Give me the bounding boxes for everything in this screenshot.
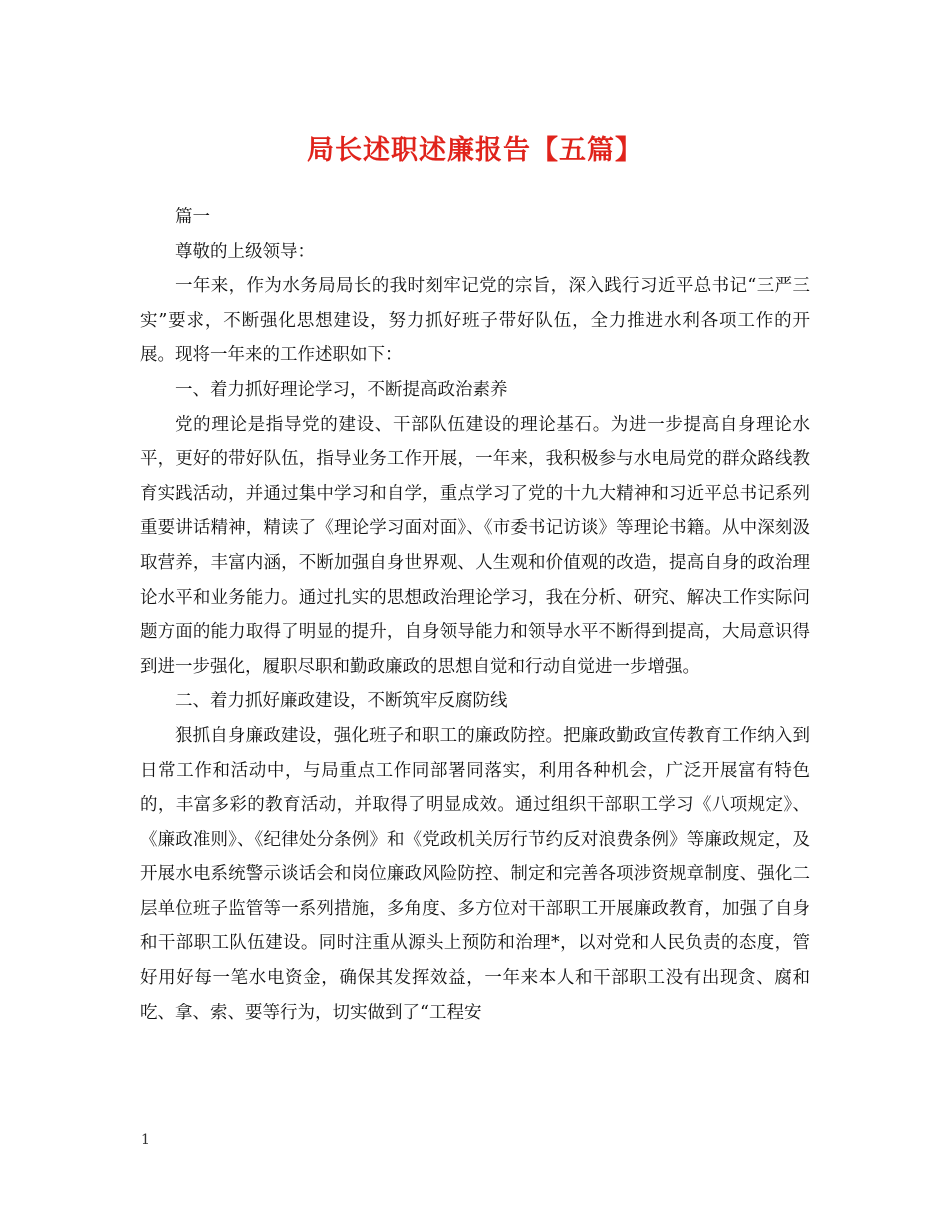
intro-paragraph: 一年来，作为水务局局长的我时刻牢记党的宗旨，深入践行习近平总书记“三严三实”要求，不断强化思想建设，努力抓好班子带好队伍，全力推进水利各项工作的开展。现将一年来的工作述职如下： [140, 276, 810, 366]
paragraph-theory-study: 党的理论是指导党的建设、干部队伍建设的理论基石。为进一步提高自身理论水平，更好的带好队伍，指导业务工作开展，一年来，我积极参与水电局党的群众路线教育实践活动，并通过集中学习和自学，重点学习了党的十九大精神和习近平总书记系列重要讲话精神，精读了《理论学习面对面》、《市委书记访谈》等理论书籍。从中深刻汲取营养，丰富内涵，不断加强自身世界观、人生观和价值观的改造，提高自身的政治理论水平和业务能力。通过扎实的思想政治理论学习，我在分析、研究、解决工作实际问题方面的能力取得了明显的提升，自身领导能力和领导水平不断得到提高，大局意识得到进一步强化，履职尽职和勤政廉政的思想自觉和行动自觉进一步增强。 [140, 414, 810, 677]
page-number: 1 [141, 1132, 150, 1148]
document-body [140, 200, 810, 1030]
heading-integrity-building: 二、着力抓好廉政建设，不断筑牢反腐防线 [175, 691, 508, 712]
document-title: 局长述职述廉报告【五篇】 [307, 135, 643, 166]
paragraph-integrity-building: 狠抓自身廉政建设，强化班子和职工的廉政防控。把廉政勤政宣传教育工作纳入到日常工作和活动中，与局重点工作同部署同落实，利用各种机会，广泛开展富有特色的，丰富多彩的教育活动，并取得了明显成效。通过组织干部职工学习《八项规定》、《廉政准则》、《纪律处分条例》和《党政机关厉行节约反对浪费条例》等廉政规定，及开展水电系统警示谈话会和岗位廉政风险防控、制定和完善各项涉资规章制度、强化二层单位班子监管等一系列措施，多角度、多方位对干部职工开展廉政教育，加强了自身和干部职工队伍建设。同时注重从源头上预防和治理*，以对党和人民负责的态度，管好用好每一笔水电资金，确保其发挥效益，一年来本人和干部职工没有出现贪、腐和吃、拿、索、要等行为，切实做到了“工程安 [140, 725, 810, 1023]
salutation: 尊敬的上级领导： [175, 241, 315, 262]
section-label: 篇一 [175, 207, 210, 227]
heading-theory-study: 一、着力抓好理论学习，不断提高政治素养 [175, 379, 508, 400]
